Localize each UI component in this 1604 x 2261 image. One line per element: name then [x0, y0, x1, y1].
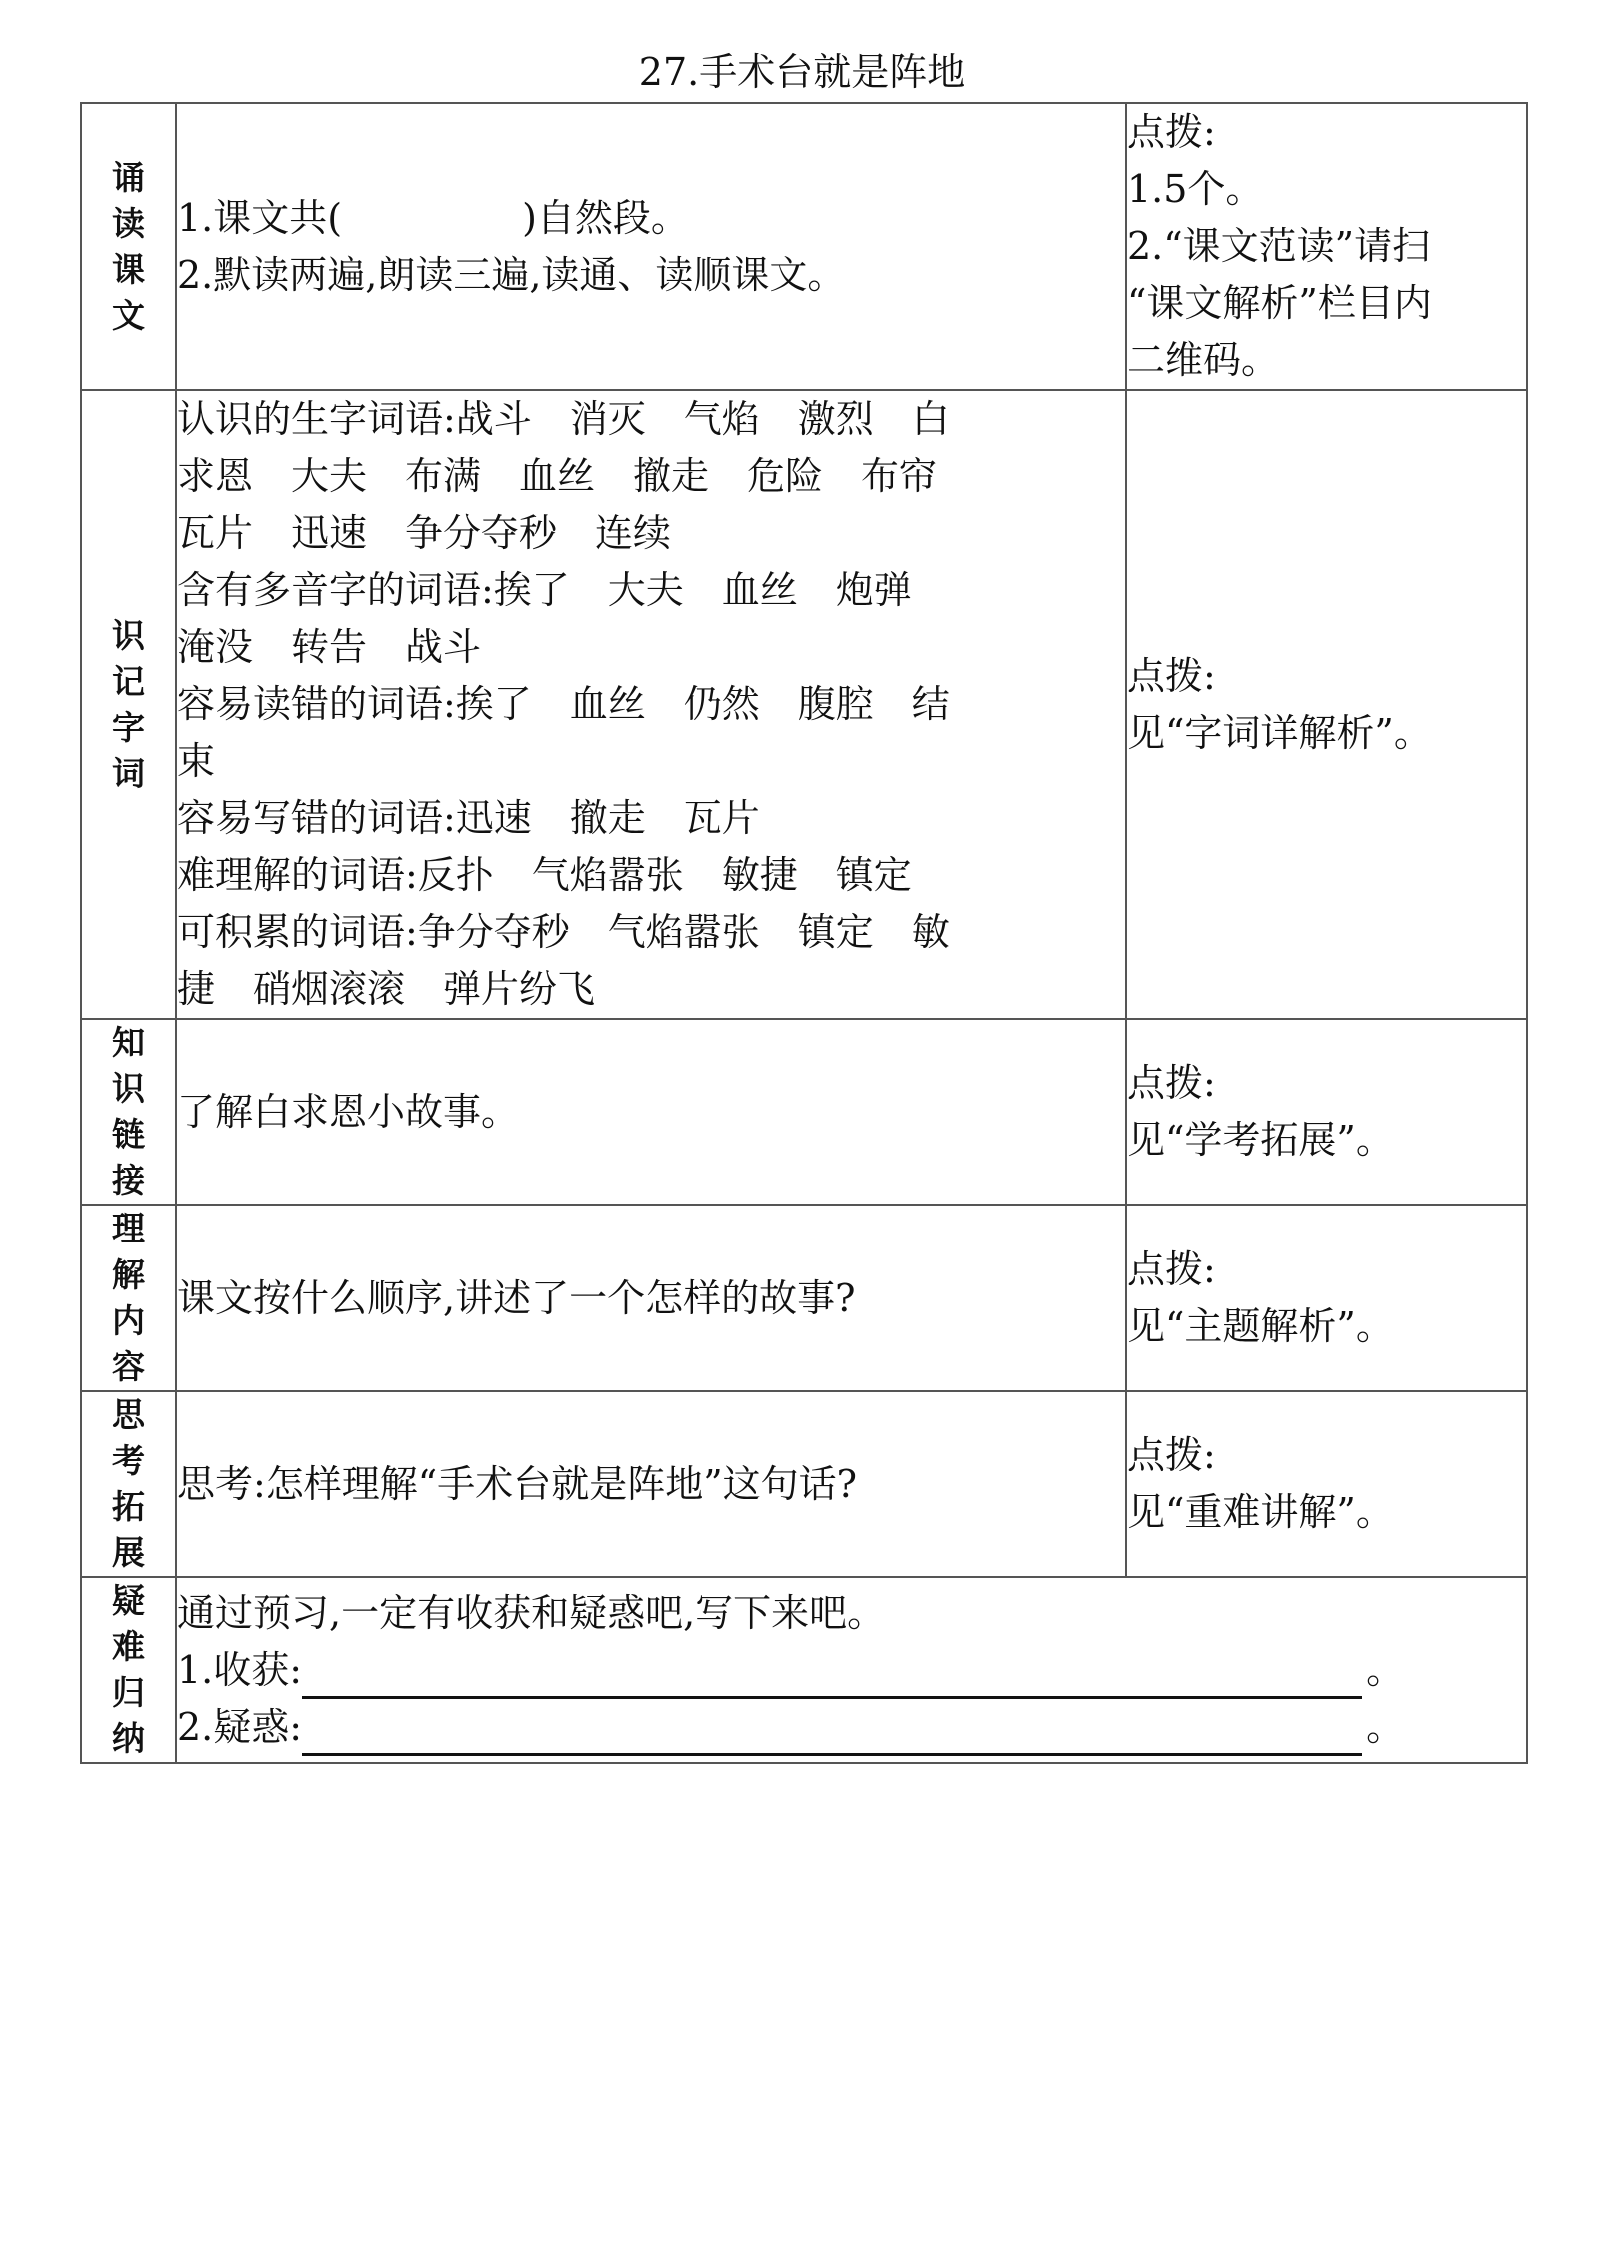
- row-knowledge-link: [81, 1019, 1527, 1205]
- task-recite: [176, 103, 1126, 390]
- section-label-think: 思 考 拓 展: [81, 1391, 176, 1577]
- gains-line: 1.收获: 。: [177, 1642, 1526, 1699]
- row-think-extend: [81, 1391, 1527, 1577]
- vocabulary-list: 认识的生字词语:战斗 消灭 气焰 激烈 白 求恩 大夫 布满 血丝 撤走 危险 布帘 瓦片 迅速 争分夺秒 连续 含有多音字的词语:挨了 大夫 血丝 炮弹 淹没 转告 战斗 容易读错的词语:挨了 血丝 仍然 腹腔 结 束 容易写错的词语:迅速 撤走 瓦片 难理解的词语:反扑 气焰嚣张 敏捷 镇定 可积累的词语:争分夺秒 气焰嚣张 镇定 敏 捷 硝烟滚滚 弹片纷飞: [176, 390, 1126, 1019]
- task-think: 思考:怎样理解“手术台就是阵地”这句话?: [176, 1391, 1126, 1577]
- row-vocabulary: [81, 390, 1527, 1019]
- tip-recite: 点拨: 1.5个。 2.“课文范读”请扫 “课文解析”栏目内 二维码。: [1126, 103, 1527, 390]
- row-understand-content: [81, 1205, 1527, 1391]
- section-label-summary: 疑 难 归 纳: [81, 1577, 176, 1763]
- reading-task: 2.默读两遍,朗读三遍,读通、读顺课文。: [177, 252, 846, 297]
- gains-answer-line[interactable]: [302, 1650, 1362, 1699]
- tip-vocabulary: 点拨: 见“字词详解析”。: [1126, 390, 1527, 1019]
- summary-content: 通过预习,一定有收获和疑惑吧,写下来吧。 1.收获: 。 2.疑惑: 。: [176, 1577, 1527, 1763]
- task-knowledge: 了解白求恩小故事。: [176, 1019, 1126, 1205]
- preview-worksheet-table: [80, 102, 1528, 1764]
- doubts-answer-line[interactable]: [302, 1707, 1362, 1756]
- section-label-recite: 诵 读 课 文: [81, 103, 176, 390]
- page-title: 27.手术台就是阵地: [638, 50, 966, 94]
- section-label-knowledge: 知 识 链 接: [81, 1019, 176, 1205]
- row-summary: [81, 1577, 1527, 1763]
- section-label-understand: 理 解 内 容: [81, 1205, 176, 1391]
- tip-think: 点拨: 见“重难讲解”。: [1126, 1391, 1527, 1577]
- doubts-line: 2.疑惑: 。: [177, 1699, 1526, 1756]
- paragraph-count-question: 1.课文共( )自然段。: [177, 195, 689, 240]
- tip-understand: 点拨: 见“主题解析”。: [1126, 1205, 1527, 1391]
- tip-knowledge: 点拨: 见“学考拓展”。: [1126, 1019, 1527, 1205]
- section-label-vocabulary: 识 记 字 词: [81, 390, 176, 1019]
- task-understand: 课文按什么顺序,讲述了一个怎样的故事?: [176, 1205, 1126, 1391]
- row-recite-text: [81, 103, 1527, 390]
